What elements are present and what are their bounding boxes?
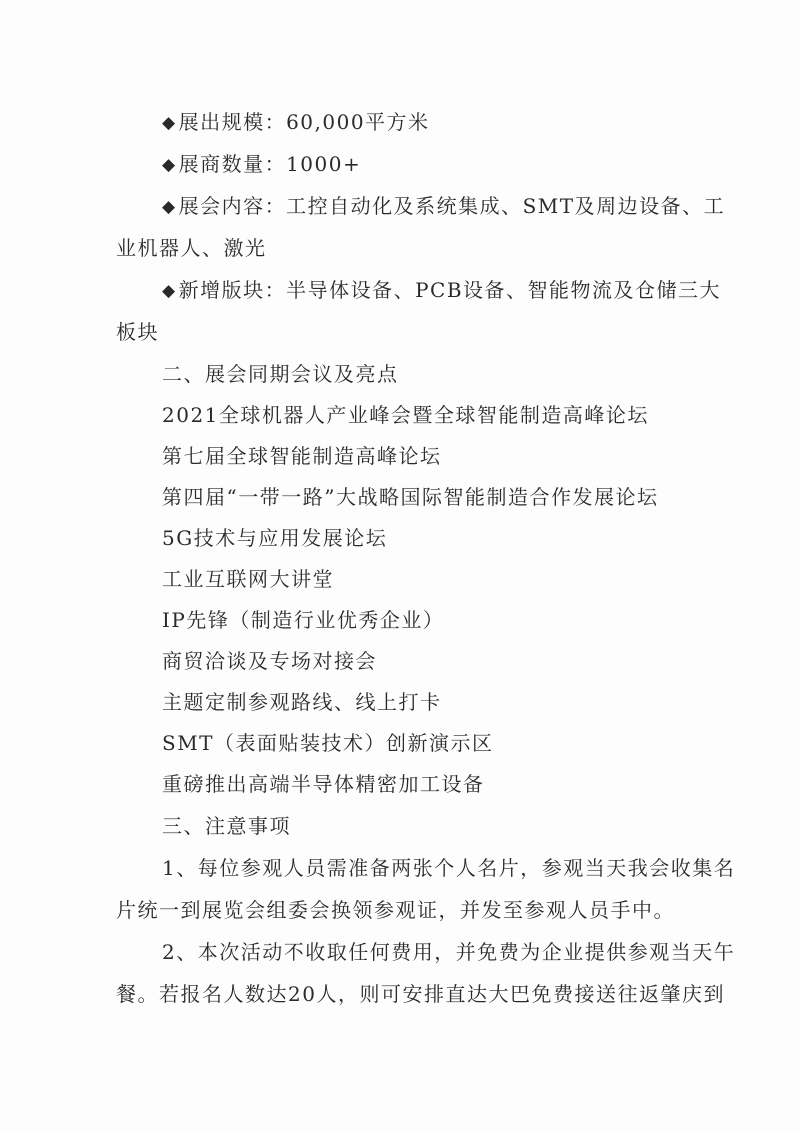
diamond-bullet-icon: ◆ <box>162 155 177 175</box>
event-item: 商贸洽谈及专场对接会 <box>162 649 377 673</box>
event-item: 重磅推出高端半导体精密加工设备 <box>162 772 485 796</box>
event-item: 第四届“一带一路”大战略国际智能制造合作发展论坛 <box>162 485 659 509</box>
diamond-bullet-icon: ◆ <box>162 113 177 133</box>
paragraph-line: 餐。若报名人数达20人，则可安排直达大巴免费接送往返肇庆到 <box>116 982 725 1006</box>
bullet-line-exhibition-content <box>162 194 725 219</box>
event-item: IP先锋（制造行业优秀企业） <box>162 608 445 632</box>
event-item: 2021全球机器人产业峰会暨全球智能制造高峰论坛 <box>162 403 649 427</box>
line-text: 展会内容：工控自动化及系统集成、SMT及周边设备、工 <box>178 194 726 218</box>
bullet-line-exhibitor-count <box>162 152 361 177</box>
event-item: 主题定制参观路线、线上打卡 <box>162 690 442 714</box>
diamond-bullet-icon: ◆ <box>162 197 177 217</box>
text-line: 业机器人、激光 <box>116 236 267 260</box>
paragraph-line: 1、每位参观人员需准备两张个人名片，参观当天我会收集名 <box>162 856 736 880</box>
line-text: 展出规模：60,000平方米 <box>178 110 430 134</box>
diamond-bullet-icon: ◆ <box>162 281 177 301</box>
paragraph-line: 片统一到展览会组委会换领参观证，并发至参观人员手中。 <box>116 898 675 922</box>
paragraph-line: 2、本次活动不收取任何费用，并免费为企业提供参观当天午 <box>162 940 736 964</box>
line-text: 展商数量：1000+ <box>178 152 362 176</box>
text-line: 板块 <box>116 320 159 344</box>
event-item: 5G技术与应用发展论坛 <box>162 526 388 550</box>
event-item: SMT（表面贴装技术）创新演示区 <box>162 731 494 755</box>
bullet-line-new-sections <box>162 278 721 303</box>
bullet-line-exhibition-scale <box>162 110 430 135</box>
section-heading-concurrent-events: 二、展会同期会议及亮点 <box>162 362 399 386</box>
event-item: 工业互联网大讲堂 <box>162 567 334 591</box>
line-text: 新增版块：半导体设备、PCB设备、智能物流及仓储三大 <box>178 278 722 302</box>
section-heading-notes: 三、注意事项 <box>162 814 291 838</box>
event-item: 第七届全球智能制造高峰论坛 <box>162 444 442 468</box>
